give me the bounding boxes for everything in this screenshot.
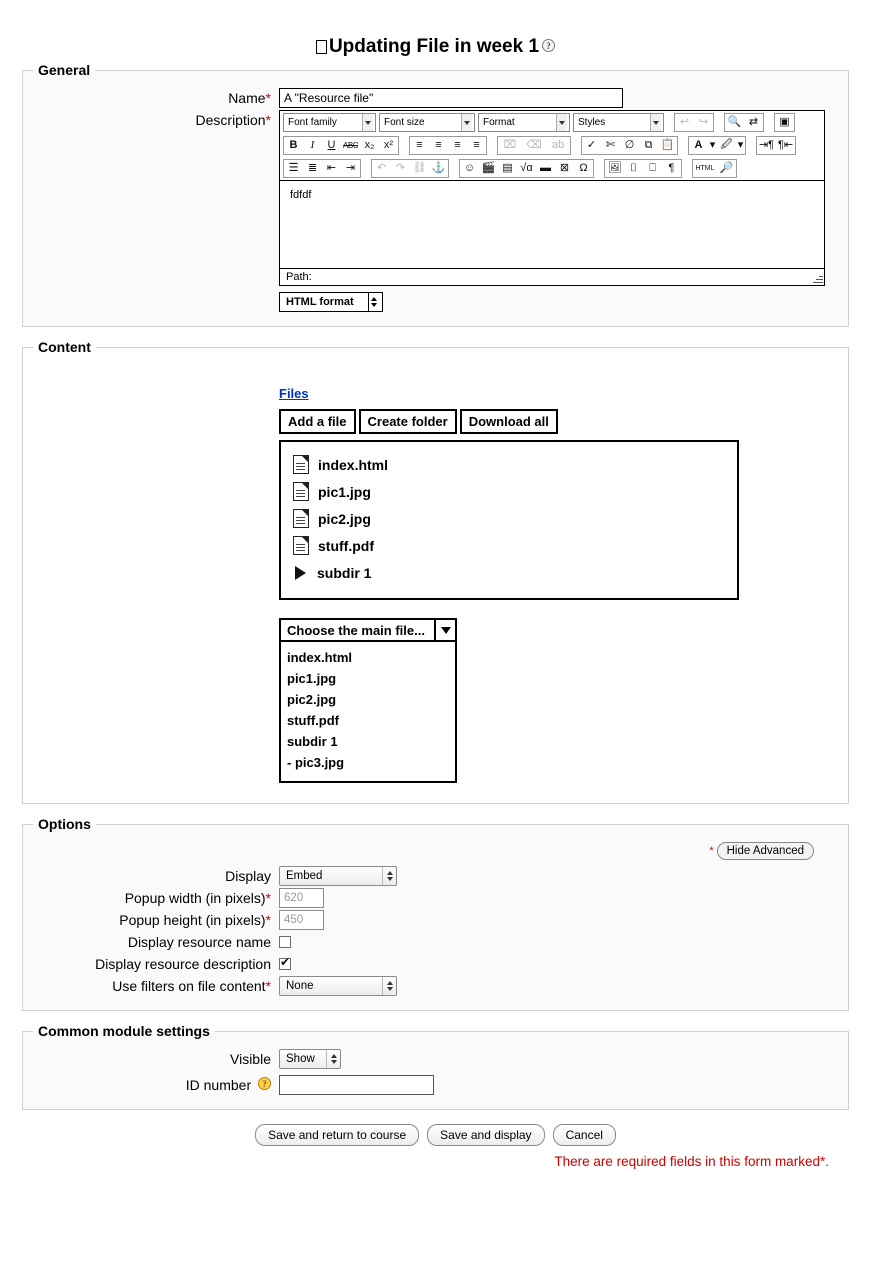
- display-resource-name-checkbox[interactable]: [279, 936, 291, 948]
- required-marker: *: [265, 912, 271, 928]
- file-icon: [293, 509, 309, 528]
- main-file-option[interactable]: - pic3.jpg: [287, 755, 345, 770]
- file-icon: [293, 482, 309, 501]
- file-name: subdir 1: [317, 564, 372, 581]
- rtl-icon[interactable]: ¶⇤: [777, 139, 794, 151]
- resize-grip[interactable]: [813, 274, 823, 284]
- display-row: [23, 866, 848, 886]
- preview-icon[interactable]: 🔎: [719, 162, 734, 174]
- display-select[interactable]: Embed: [279, 866, 397, 886]
- undo-icon[interactable]: ↩: [679, 116, 690, 128]
- main-file-option-list: [279, 642, 457, 783]
- cancel-button[interactable]: Cancel: [553, 1124, 616, 1146]
- required-fields-note: There are required fields in this form marked*.: [554, 1154, 829, 1169]
- display-label: Display: [225, 868, 271, 884]
- search-replace-group: [724, 113, 764, 132]
- required-marker: *: [709, 845, 714, 857]
- chevron-down-icon: [434, 620, 455, 640]
- content-legend: Content: [38, 339, 91, 355]
- italic-icon[interactable]: I: [310, 139, 315, 151]
- ordered-list-icon[interactable]: ≣: [307, 162, 318, 174]
- paste-icon[interactable]: 📋: [660, 139, 675, 151]
- ltr-icon[interactable]: ⇥¶: [758, 139, 775, 151]
- visible-row: [23, 1049, 848, 1069]
- search-icon[interactable]: 🔍: [727, 116, 742, 128]
- list-item[interactable]: [293, 451, 725, 478]
- options-legend: Options: [38, 816, 91, 832]
- strikethrough-icon[interactable]: ABC: [343, 140, 358, 150]
- list-item[interactable]: [293, 505, 725, 532]
- editor-path-bar: [280, 268, 824, 285]
- main-file-dropdown-header[interactable]: Choose the main file...: [279, 618, 457, 642]
- stepper-icon: [382, 867, 396, 885]
- name-row: [23, 88, 848, 108]
- required-marker: *: [265, 890, 271, 906]
- form-actions: [0, 1124, 871, 1146]
- page-title-text: Updating File in week 1: [328, 36, 540, 57]
- list-item[interactable]: [293, 532, 725, 559]
- name-input[interactable]: [279, 88, 623, 108]
- folder-collapsed-icon: [295, 566, 306, 580]
- redo2-icon[interactable]: ↷: [395, 162, 406, 174]
- direction-group: [756, 136, 796, 155]
- filters-label: Use filters on file content*: [112, 978, 271, 994]
- list-item[interactable]: [293, 478, 725, 505]
- display-resource-description-checkbox[interactable]: [279, 958, 291, 970]
- file-name: stuff.pdf: [318, 537, 374, 554]
- id-number-label: ID number ?: [23, 1075, 279, 1095]
- visible-select[interactable]: Show: [279, 1049, 341, 1069]
- id-number-row: [23, 1075, 848, 1095]
- remove-format-icon[interactable]: ⌫: [526, 139, 542, 151]
- align-right-icon[interactable]: ≡: [454, 139, 461, 151]
- fullscreen-icon[interactable]: ▣: [779, 116, 790, 128]
- file-icon: [293, 536, 309, 555]
- align-center-icon[interactable]: ≡: [435, 139, 442, 151]
- hide-advanced-button[interactable]: Hide Advanced: [717, 842, 814, 860]
- superscript-icon[interactable]: x²: [383, 139, 394, 151]
- page-title: [0, 0, 871, 62]
- insert-edit-image-icon[interactable]: 🖼: [607, 162, 622, 174]
- format-select[interactable]: Format: [478, 113, 570, 132]
- display-resource-description-row: [23, 954, 848, 974]
- font-size-select[interactable]: Font size: [379, 113, 475, 132]
- options-fieldset: [22, 816, 849, 1011]
- stepper-icon: [382, 977, 396, 995]
- main-file-option[interactable]: index.html: [287, 650, 353, 665]
- subscript-icon[interactable]: x₂: [364, 139, 375, 151]
- name-label: Name*: [228, 90, 271, 106]
- cleanup-group: [497, 136, 571, 155]
- editor-toolbar-row-1: [280, 111, 824, 134]
- color-group: [688, 136, 746, 155]
- main-file-option[interactable]: pic2.jpg: [287, 692, 337, 707]
- required-fields-text: There are required fields in this form marked: [554, 1154, 820, 1169]
- highlight-color-icon[interactable]: 🖉: [720, 139, 733, 151]
- table-icon[interactable]: ▤: [502, 162, 513, 174]
- editor-toolbar-row-2: [280, 134, 824, 157]
- text-style-group: [283, 136, 399, 155]
- file-list: [279, 440, 739, 600]
- file-manager-toolbar: [279, 409, 848, 434]
- editor-toolbar-row-3: [280, 157, 824, 180]
- replace-icon[interactable]: ⇄: [748, 116, 759, 128]
- popup-width-input[interactable]: [279, 888, 324, 908]
- filters-select[interactable]: None: [279, 976, 397, 996]
- horizontal-rule-icon[interactable]: ▬: [540, 162, 551, 174]
- equation-icon[interactable]: √α: [520, 162, 533, 174]
- copy-icon[interactable]: ⧉: [644, 139, 653, 151]
- popup-height-input[interactable]: [279, 910, 324, 930]
- file-name: pic1.jpg: [318, 483, 371, 500]
- document-icon: [316, 40, 327, 54]
- media-icon[interactable]: 🎬: [481, 162, 496, 174]
- description-label: Description*: [195, 112, 271, 128]
- advanced-row: [23, 842, 848, 860]
- file-name: pic2.jpg: [318, 510, 371, 527]
- bold-icon[interactable]: B: [289, 139, 298, 151]
- help-icon[interactable]: ?: [542, 39, 555, 52]
- undo-redo-group: [674, 113, 714, 132]
- editor-path-label: Path:: [286, 271, 312, 283]
- highlight-color-chevron-icon[interactable]: ▾: [737, 139, 744, 151]
- special-char-icon[interactable]: Ω: [579, 162, 588, 174]
- main-file-option[interactable]: stuff.pdf: [287, 713, 339, 728]
- create-folder-button[interactable]: Create folder: [359, 409, 457, 434]
- main-file-option[interactable]: subdir 1: [287, 734, 338, 749]
- indent-icon[interactable]: ⇥: [345, 162, 356, 174]
- chevron-down-icon: [362, 114, 373, 131]
- required-marker: *: [265, 112, 271, 128]
- font-family-select[interactable]: Font family: [283, 113, 376, 132]
- required-marker: *: [265, 90, 271, 106]
- styles-select[interactable]: Styles: [573, 113, 664, 132]
- undo2-icon[interactable]: ↶: [376, 162, 387, 174]
- list-group: [283, 159, 361, 178]
- save-and-display-button[interactable]: Save and display: [427, 1124, 544, 1146]
- popup-height-label: Popup height (in pixels)*: [119, 912, 271, 928]
- font-color-icon[interactable]: A: [694, 139, 703, 151]
- description-row: [23, 110, 848, 312]
- nonbreaking-icon[interactable]: ⊠: [559, 162, 570, 174]
- chevron-down-icon: [556, 114, 567, 131]
- download-all-button[interactable]: Download all: [460, 409, 558, 434]
- content-inner: [23, 365, 848, 783]
- cleanup2-icon[interactable]: ⎕: [649, 162, 656, 174]
- popup-width-label: Popup width (in pixels)*: [124, 890, 271, 906]
- anchor-icon[interactable]: ⚓: [431, 162, 446, 174]
- page-break-icon[interactable]: ⌷: [630, 162, 637, 174]
- link-group: [371, 159, 449, 178]
- stepper-icon: [326, 1050, 340, 1068]
- format-dropdown[interactable]: HTML format: [279, 292, 383, 312]
- stepper-icon: [368, 293, 379, 311]
- redo-icon[interactable]: ↪: [698, 116, 709, 128]
- block-group: [604, 159, 682, 178]
- spellcheck-icon[interactable]: ✓: [586, 139, 597, 151]
- content-fieldset: [22, 339, 849, 804]
- underline-icon[interactable]: U: [327, 139, 336, 151]
- clipboard-group: [581, 136, 678, 155]
- font-color-chevron-icon[interactable]: ▾: [709, 139, 716, 151]
- save-and-return-button[interactable]: Save and return to course: [255, 1124, 419, 1146]
- chevron-down-icon: [461, 114, 472, 131]
- visible-label: Visible: [230, 1051, 271, 1067]
- add-a-file-button[interactable]: Add a file: [279, 409, 356, 434]
- align-justify-icon[interactable]: ≡: [473, 139, 480, 151]
- required-marker: *: [265, 978, 271, 994]
- help-icon[interactable]: ?: [258, 1077, 271, 1090]
- common-module-settings-fieldset: [22, 1023, 849, 1110]
- common-legend: Common module settings: [38, 1023, 210, 1039]
- unlink-icon[interactable]: ⛓: [412, 162, 427, 174]
- html-editor: [279, 110, 825, 286]
- cleanup-word-icon[interactable]: ⌧: [503, 139, 517, 151]
- cut-icon[interactable]: ✄: [605, 139, 616, 151]
- align-group: [409, 136, 487, 155]
- main-file-dropdown[interactable]: [279, 618, 457, 783]
- file-icon: [293, 455, 309, 474]
- display-resource-name-label: Display resource name: [127, 934, 271, 950]
- insert-group: [459, 159, 594, 178]
- files-link[interactable]: Files: [279, 386, 309, 401]
- display-resource-name-row: [23, 932, 848, 952]
- popup-width-row: [23, 888, 848, 908]
- id-number-input[interactable]: [279, 1075, 434, 1095]
- display-resource-description-label: Display resource description: [95, 956, 271, 972]
- fullscreen-group: [774, 113, 795, 132]
- list-item[interactable]: [293, 559, 725, 586]
- html-source-icon[interactable]: HTML: [695, 165, 715, 172]
- paste-text-icon[interactable]: ab: [551, 139, 565, 151]
- unordered-list-icon[interactable]: ☰: [288, 162, 299, 174]
- eraser-icon[interactable]: ∅: [624, 139, 635, 151]
- main-file-option[interactable]: pic1.jpg: [287, 671, 337, 686]
- chevron-down-icon: [650, 114, 661, 131]
- file-name: index.html: [318, 456, 389, 473]
- filters-row: [23, 976, 848, 996]
- emoticon-icon[interactable]: ☺: [463, 162, 476, 174]
- general-legend: General: [38, 62, 91, 78]
- general-fieldset: [22, 62, 849, 327]
- outdent-icon[interactable]: ⇤: [326, 162, 337, 174]
- html-group: [692, 159, 737, 178]
- align-left-icon[interactable]: ≡: [416, 139, 423, 151]
- show-invisible-icon[interactable]: ¶: [668, 162, 675, 174]
- editor-content-area[interactable]: fdfdf: [280, 180, 824, 268]
- popup-height-row: [23, 910, 848, 930]
